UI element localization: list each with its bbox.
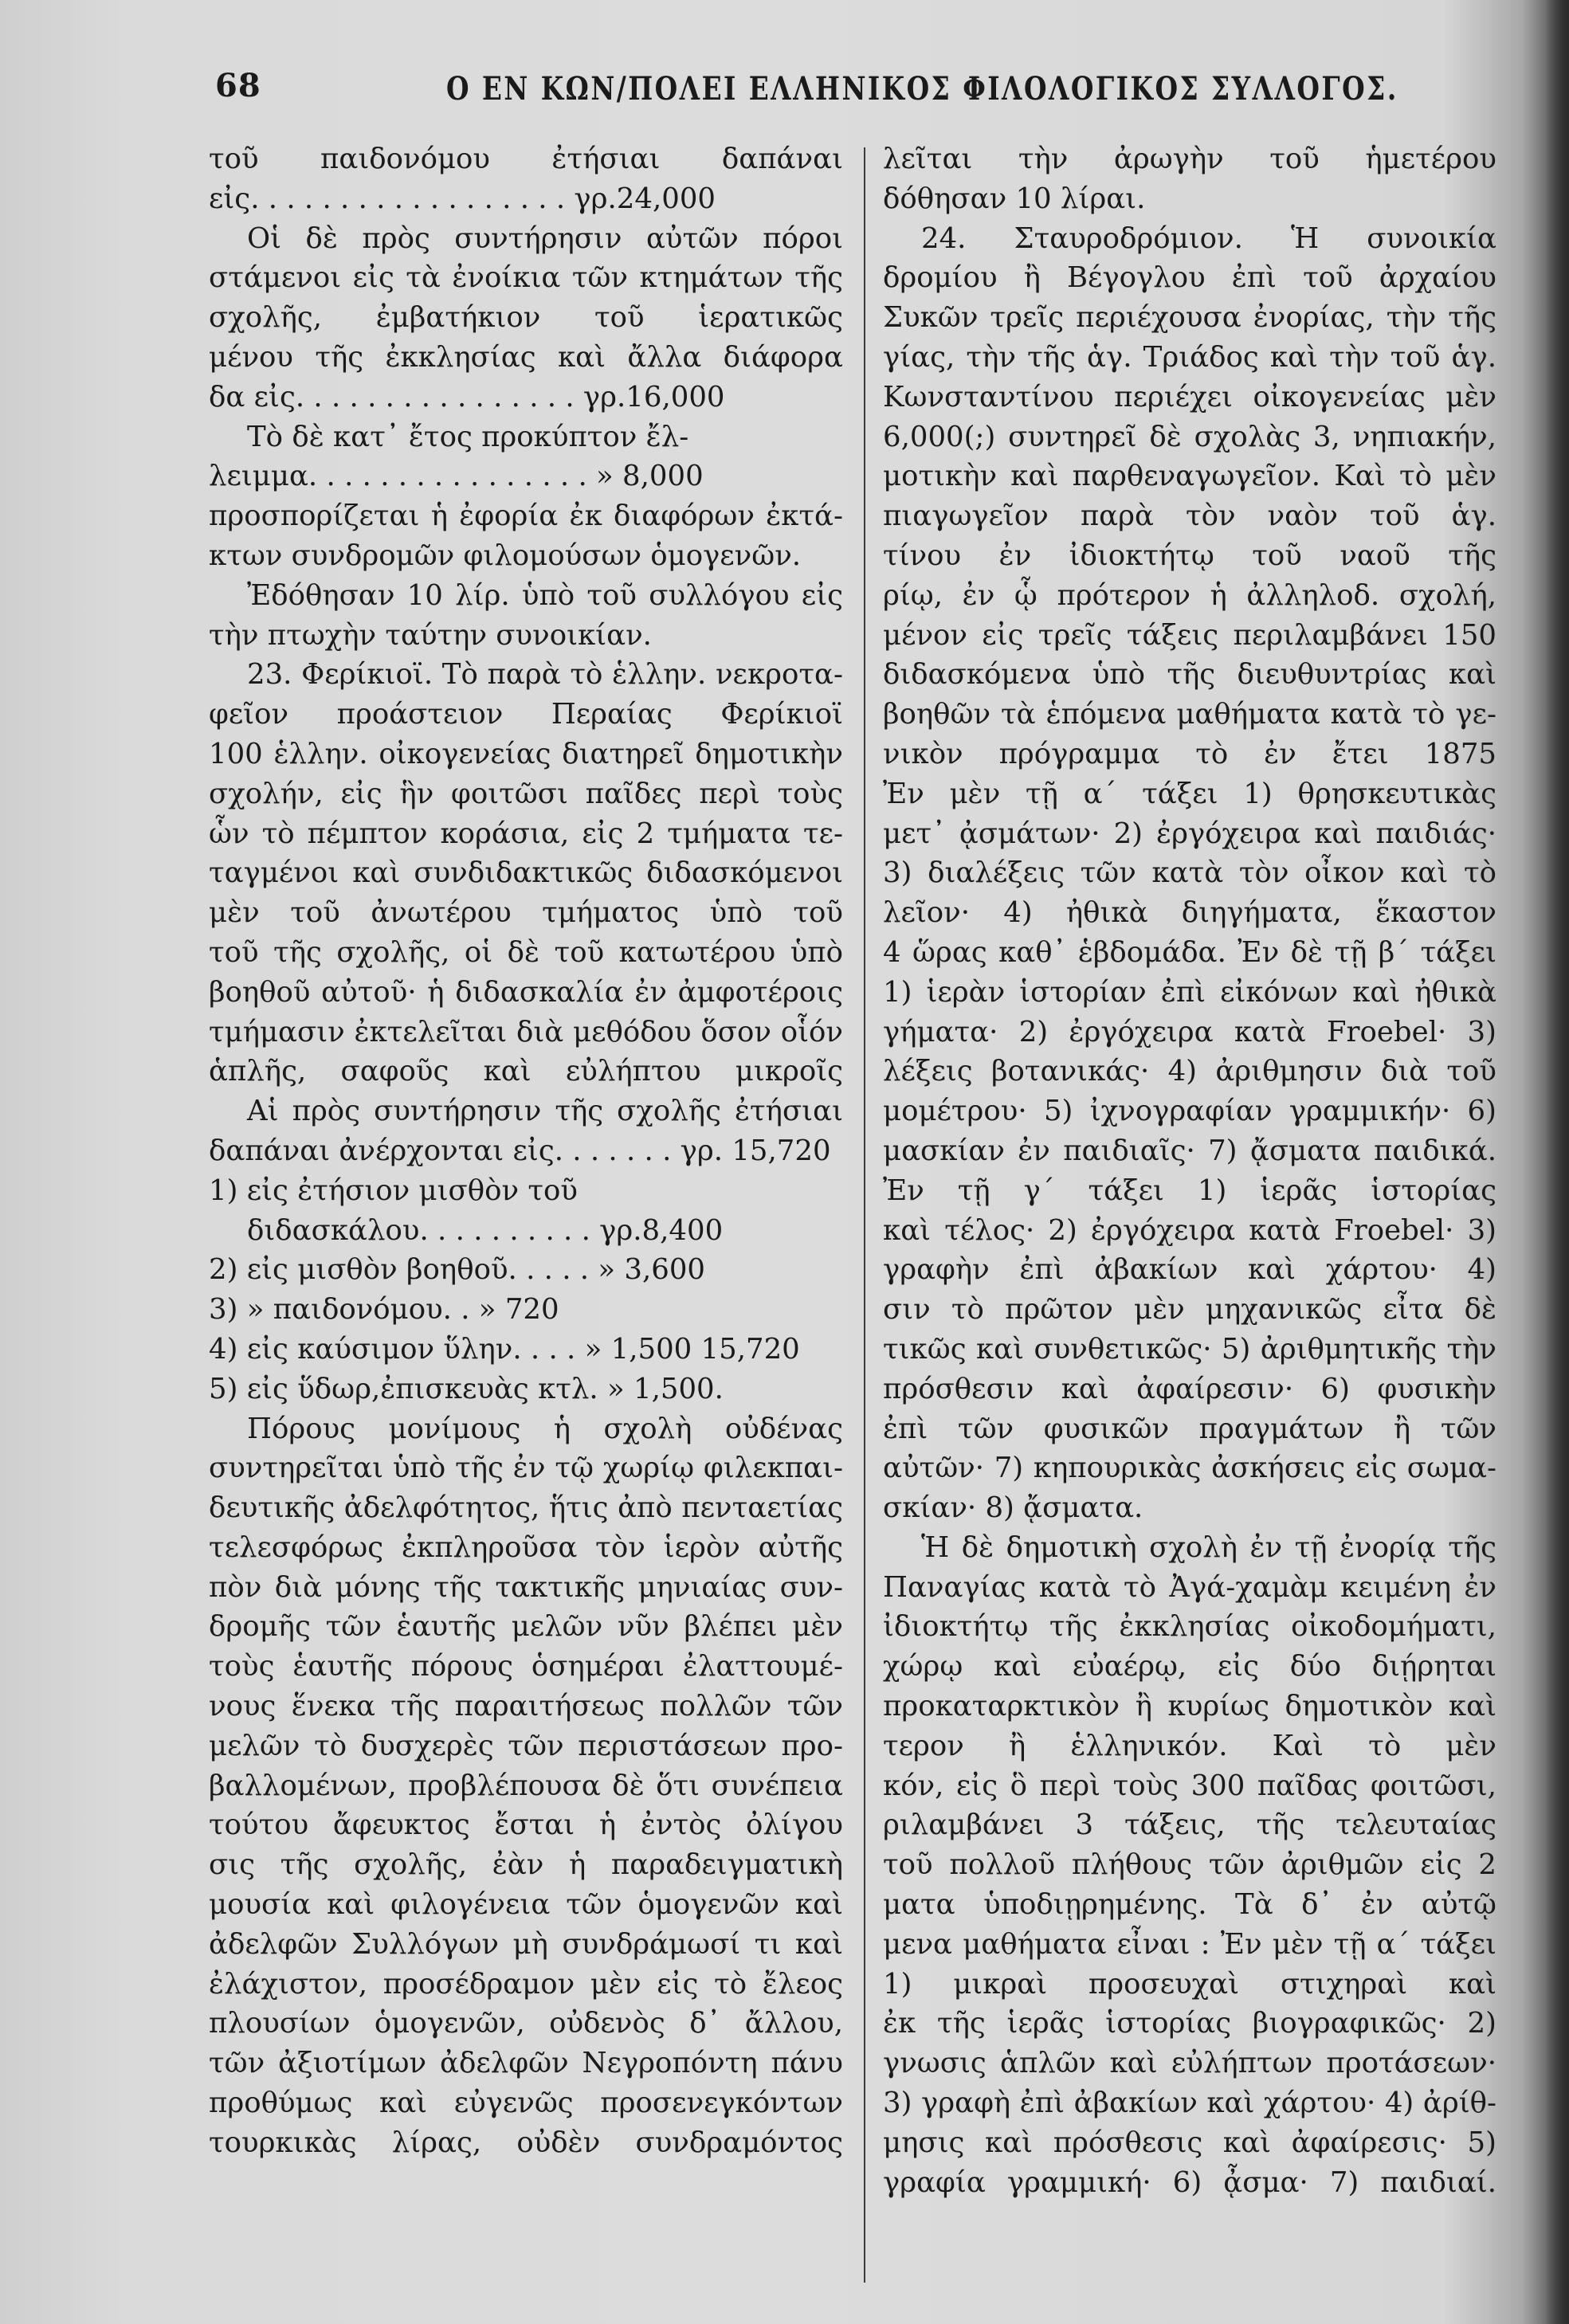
text-line: 100 ἑλλην. οἰκογενείας διατηρεῖ δημοτικὴν	[209, 737, 843, 770]
text-line: λειμμα. . . . . . . . . . . . . . . . » 8,000	[209, 460, 704, 493]
text-line: ταγμένοι καὶ συνδιδακτικῶς διδασκόμενοι	[209, 856, 843, 890]
text-line: τικῶς καὶ συνθετικῶς· 5) ἀριθμητικῆς τὴν	[883, 1332, 1496, 1366]
text-line: τούτου ἄφευκτος ἔσται ἡ ἐντὸς ὀλίγου	[209, 1809, 843, 1842]
text-line: βαλλομένων, προβλέπουσα δὲ ὅτι συνέπεια	[209, 1769, 843, 1802]
text-line: κόν, εἰς ὃ περὶ τοὺς 300 παῖδας φοιτῶσι,	[883, 1769, 1496, 1802]
text-line: μὲν τοῦ ἀνωτέρου τμήματος ὑπὸ τοῦ	[209, 896, 843, 930]
text-line: 3) » παιδονόμου. . » 720	[209, 1293, 559, 1327]
text-line: ἐκ τῆς ἱερᾶς ἱστορίας βιογραφικῶς· 2)	[883, 2007, 1496, 2040]
text-line: σις τῆς σχολῆς, ἐὰν ἡ παραδειγματικὴ	[209, 1848, 843, 1882]
text-line: νους ἕνεκα τῆς παραιτήσεως πολλῶν τῶν	[209, 1690, 843, 1723]
text-line: δρομίου ἢ Βέγογλου ἐπὶ τοῦ ἀρχαίου	[883, 261, 1496, 295]
text-line: σκίαν· 8) ᾄσματα.	[883, 1491, 1143, 1525]
text-line: τοὺς ἑαυτῆς πόρους ὁσημέραι ἐλαττουμέ-	[209, 1650, 843, 1683]
text-line: συντηρεῖται ὑπὸ τῆς ἐν τῷ χωρίῳ φιλεκπαι-	[209, 1452, 843, 1485]
text-line: ρίῳ, ἐν ᾧ πρότερον ἡ ἀλληλοδ. σχολή,	[883, 578, 1496, 612]
text-line: μετ᾽ ᾀσμάτων· 2) ἐργόχειρα καὶ παιδιάς·	[883, 817, 1496, 850]
text-line: χώρῳ καὶ εὐαέρῳ, εἰς δύο διῄρηται	[883, 1650, 1496, 1683]
text-line: 5) εἰς ὕδωρ,ἐπισκευὰς κτλ. » 1,500.	[209, 1372, 724, 1405]
text-line: μενα μαθήματα εἶναι : Ἐν μὲν τῇ α´ τάξει	[883, 1927, 1496, 1961]
text-line: κτων συνδρομῶν φιλομούσων ὁμογενῶν.	[209, 539, 802, 572]
text-line: δευτικῆς ἀδελφότητος, ἥτις ἀπὸ πενταετίας	[209, 1491, 843, 1525]
text-line: μησις καὶ πρόσθεσις καὶ ἀφαίρεσις· 5)	[883, 2126, 1496, 2159]
text-line: προκαταρκτικὸν ἢ κυρίως δημοτικὸν καὶ	[883, 1690, 1496, 1723]
text-line: ἁπλῆς, σαφοῦς καὶ εὐλήπτου μικροῖς	[209, 1055, 843, 1088]
running-head: Ο ΕΝ ΚΩΝ/ΠΟΛΕΙ ΕΛΛΗΝΙΚΟΣ ΦΙΛΟΛΟΓΙΚΟΣ ΣΥΛΛΟΓΟΣ.	[446, 70, 1398, 108]
text-line: τὴν πτωχὴν ταύτην συνοικίαν.	[209, 618, 652, 652]
text-line: ἐλάχιστον, προσέδραμον μὲν εἰς τὸ ἔλεος	[209, 1967, 843, 2001]
text-line: διδασκόμενα ὑπὸ τῆς διευθυντρίας καὶ	[883, 658, 1496, 692]
text-line: τοῦ παιδονόμου ἐτήσιαι δαπάναι	[209, 143, 843, 175]
text-line: ἐπὶ τῶν φυσικῶν πραγμάτων ἢ τῶν	[883, 1412, 1496, 1445]
text-line: γνωσις ἁπλῶν καὶ εὐλήπτων προτάσεων·	[883, 2047, 1496, 2080]
text-line: δα εἰς. . . . . . . . . . . . . . . . γρ.16,000	[209, 380, 725, 413]
text-line: γραφὴν ἐπὶ ἀβακίων καὶ χάρτου· 4)	[883, 1253, 1496, 1287]
text-line: πλουσίων ὁμογενῶν, οὐδενὸς δ᾽ ἄλλου,	[209, 2007, 843, 2040]
text-line: Οἱ δὲ πρὸς συντήρησιν αὐτῶν πόροι	[247, 221, 843, 255]
text-line: Κωνσταντίνου περιέχει οἰκογενείας μὲν	[883, 380, 1496, 413]
text-line: Αἱ πρὸς συντήρησιν τῆς σχολῆς ἐτήσιαι	[247, 1095, 843, 1128]
right-column	[883, 139, 1496, 2202]
text-line: Ἐν τῇ γ´ τάξει 1) ἱερᾶς ἱστορίας	[883, 1174, 1496, 1207]
text-line: βοηθῶν τὰ ἑπόμενα μαθήματα κατὰ τὸ γε-	[883, 698, 1496, 731]
text-line: λεῖον· 4) ἠθικὰ διηγήματα, ἕκαστον	[883, 896, 1496, 930]
text-line: δόθησαν 10 λίραι.	[883, 182, 1146, 215]
text-line: Ἐν μὲν τῇ α´ τάξει 1) θρησκευτικὰς	[883, 777, 1496, 810]
text-line: μασκίαν ἐν παιδιαῖς· 7) ᾄσματα παιδικά.	[883, 1134, 1496, 1167]
text-line: Πόρους μονίμους ἡ σχολὴ οὐδένας	[247, 1412, 843, 1445]
text-line: πρόσθεσιν καὶ ἀφαίρεσιν· 6) φυσικὴν	[883, 1372, 1496, 1405]
text-line: τμήμασιν ἐκτελεῖται διὰ μεθόδου ὅσον οἷόν	[209, 1015, 843, 1048]
left-column	[209, 139, 843, 2163]
text-line: 2) εἰς μισθὸν βοηθοῦ. . . . . » 3,600	[209, 1253, 706, 1287]
text-line: πιαγωγεῖον παρὰ τὸν ναὸν τοῦ ἁγ.	[883, 500, 1496, 533]
text-line: μοτικὴν καὶ παρθεναγωγεῖον. Καὶ τὸ μὲν	[883, 460, 1496, 493]
text-line: 3) γραφὴ ἐπὶ ἀβακίων καὶ χάρτου· 4) ἀρίθ-	[883, 2087, 1496, 2120]
text-line: 23. Φερίκιοϊ. Τὸ παρὰ τὸ ἑλλην. νεκροτα-	[247, 658, 843, 692]
text-line: φεῖον προάστειον Περαίας Φερίκιοϊ	[209, 698, 843, 731]
text-line: λεῖται τὴν ἀρωγὴν τοῦ ἡμετέρου	[883, 143, 1496, 175]
text-line: γίας, τὴν τῆς ἁγ. Τριάδος καὶ τὴν τοῦ ἁγ.	[883, 340, 1496, 374]
text-line: ὧν τὸ πέμπτον κοράσια, εἰς 2 τμήματα τε-	[209, 817, 843, 850]
text-line: καὶ τέλος· 2) ἐργόχειρα κατὰ Froebel· 3)	[883, 1213, 1496, 1247]
text-line: αὐτῶν· 7) κηπουρικὰς ἀσκήσεις εἰς σωμα-	[883, 1452, 1496, 1485]
text-line: σχολῆς, ἐμβατήκιον τοῦ ἱερατικῶς	[209, 301, 843, 335]
text-line: 6,000(;) συντηρεῖ δὲ σχολὰς 3, νηπιακήν,	[883, 420, 1496, 453]
text-line: Ἐδόθησαν 10 λίρ. ὑπὸ τοῦ συλλόγου εἰς	[247, 578, 843, 612]
text-line: τουρκικὰς λίρας, οὐδὲν συνδραμόντος	[209, 2126, 843, 2159]
text-line: μουσία καὶ φιλογένεια τῶν ὁμογενῶν καὶ	[209, 1888, 843, 1922]
text-line: λέξεις βοτανικάς· 4) ἀριθμησιν διὰ τοῦ	[883, 1055, 1496, 1088]
text-line: μένον εἰς τρεῖς τάξεις περιλαμβάνει 150	[883, 618, 1496, 652]
text-line: μελῶν τὸ δυσχερὲς τῶν περιστάσεων προ-	[209, 1729, 843, 1762]
text-line: ἰδιοκτήτῳ τῆς ἐκκλησίας οἰκοδομήματι,	[883, 1610, 1496, 1644]
text-line: τελεσφόρως ἐκπληροῦσα τὸν ἱερὸν αὐτῆς	[209, 1530, 843, 1564]
text-line: τῶν ἀξιοτίμων ἀδελφῶν Νεγροπόντη πάνυ	[209, 2047, 843, 2080]
text-line: ριλαμβάνει 3 τάξεις, τῆς τελευταίας	[883, 1809, 1496, 1842]
text-line: στάμενοι εἰς τὰ ἐνοίκια τῶν κτημάτων τῆς	[209, 261, 843, 295]
text-line: γραφία γραμμική· 6) ᾆσμα· 7) παιδιαί.	[883, 2165, 1496, 2199]
text-line: τερον ἢ ἑλληνικόν. Καὶ τὸ μὲν	[883, 1729, 1496, 1762]
text-line: δρομῆς τῶν ἑαυτῆς μελῶν νῦν βλέπει μὲν	[209, 1610, 843, 1644]
column-divider	[864, 147, 865, 2283]
text-line: 1) ἱερὰν ἱστορίαν ἐπὶ εἰκόνων καὶ ἠθικὰ	[883, 975, 1496, 1009]
text-line: μομέτρου· 5) ἰχνογραφίαν γραμμικήν· 6)	[883, 1095, 1496, 1128]
text-line: Παναγίας κατὰ τὸ Ἀγά-χαμὰμ κειμένη ἐν	[883, 1570, 1496, 1604]
text-line: τίνου ἐν ἰδιοκτήτῳ τοῦ ναοῦ τῆς	[883, 539, 1496, 572]
text-line: προθύμως καὶ εὐγενῶς προσενεγκόντων	[209, 2087, 843, 2120]
text-line: Ἡ δὲ δημοτικὴ σχολὴ ἐν τῇ ἐνορίᾳ τῆς	[921, 1530, 1496, 1564]
text-line: ματα ὑποδιῃρημένης. Τὰ δ᾽ ἐν αὐτῷ	[883, 1888, 1496, 1922]
text-line: 1) μικραὶ προσευχαὶ στιχηραὶ καὶ	[883, 1967, 1496, 2001]
text-line: Συκῶν τρεῖς περιέχουσα ἐνορίας, τὴν τῆς	[883, 301, 1496, 335]
text-line: γήματα· 2) ἐργόχειρα κατὰ Froebel· 3)	[883, 1015, 1496, 1048]
text-line: βοηθοῦ αὐτοῦ· ἡ διδασκαλία ἐν ἀμφοτέροις	[209, 975, 843, 1009]
text-line: τοῦ τῆς σχολῆς, οἱ δὲ τοῦ κατωτέρου ὑπὸ	[209, 935, 843, 969]
page-edge-shadow	[1545, 0, 1569, 2324]
text-line: σχολήν, εἰς ἣν φοιτῶσι παῖδες περὶ τοὺς	[209, 777, 843, 810]
text-line: 3) διαλέξεις τῶν κατὰ τὸν οἶκον καὶ τὸ	[883, 856, 1496, 890]
text-line: Τὸ δὲ κατ᾽ ἔτος προκύπτον ἔλ-	[247, 420, 689, 453]
text-line: προσπορίζεται ἡ ἐφορία ἐκ διαφόρων ἐκτά-	[209, 500, 843, 533]
text-line: εἰς. . . . . . . . . . . . . . . . . . γρ.24,000	[209, 182, 716, 215]
text-line: 24. Σταυροδρόμιον. Ἡ συνοικία	[921, 221, 1496, 255]
page-number: 68	[215, 67, 261, 104]
text-line: τοῦ πολλοῦ πλήθους τῶν ἀριθμῶν εἰς 2	[883, 1848, 1496, 1882]
text-line: ἀδελφῶν Συλλόγων μὴ συνδράμωσί τι καὶ	[209, 1927, 843, 1961]
text-line: μένου τῆς ἐκκλησίας καὶ ἄλλα διάφορα	[209, 340, 843, 374]
text-line: 4 ὥρας καθ᾽ ἑβδομάδα. Ἐν δὲ τῇ β´ τάξει	[883, 935, 1496, 969]
text-line: 1) εἰς ἐτήσιον μισθὸν τοῦ	[209, 1174, 578, 1207]
text-line: δαπάναι ἀνέρχονται εἰς. . . . . . . γρ. 15,720	[209, 1134, 831, 1167]
text-line: πὸν διὰ μόνης τῆς τακτικῆς μηνιαίας συν-	[209, 1570, 843, 1604]
text-line: νικὸν πρόγραμμα τὸ ἐν ἔτει 1875	[883, 737, 1496, 770]
text-line: σιν τὸ πρῶτον μὲν μηχανικῶς εἶτα δὲ	[883, 1293, 1496, 1327]
text-line: διδασκάλου. . . . . . . . . . γρ.8,400	[247, 1213, 724, 1247]
text-line: 4) εἰς καύσιμον ὕλην. . . . » 1,500 15,720	[209, 1332, 800, 1366]
